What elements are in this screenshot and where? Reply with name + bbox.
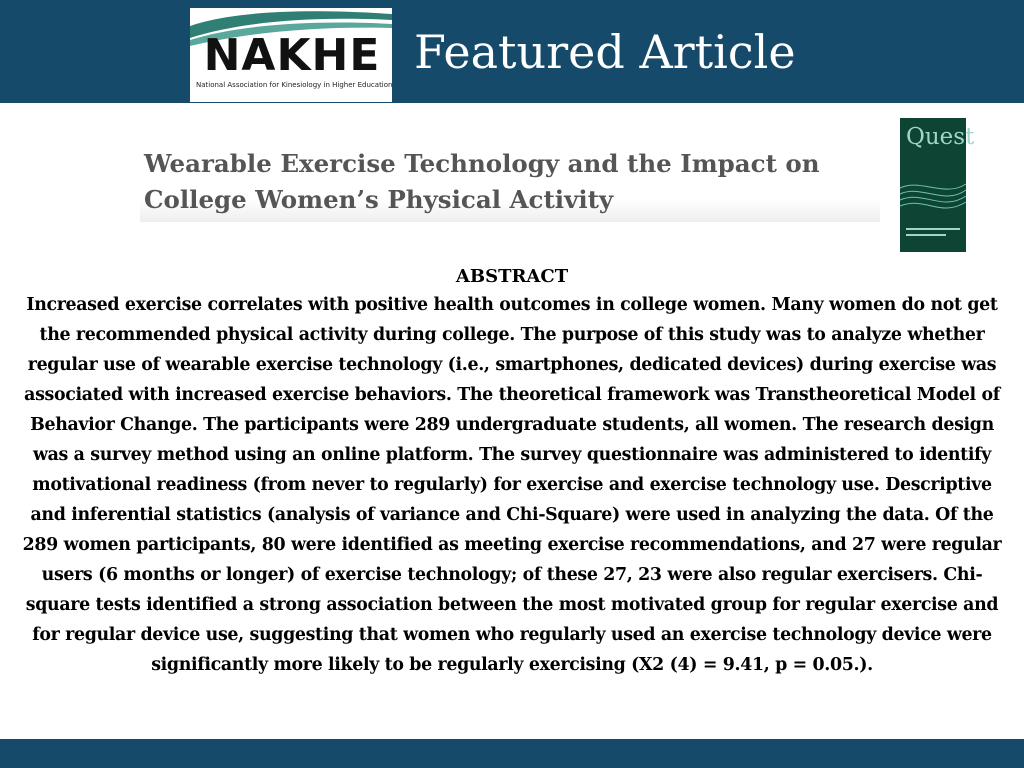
footer-banner bbox=[0, 739, 1024, 768]
page-title: Featured Article bbox=[414, 25, 796, 79]
journal-name: Quest bbox=[906, 124, 975, 150]
header-banner bbox=[0, 0, 1024, 103]
abstract-heading: ABSTRACT bbox=[455, 266, 569, 287]
abstract-body: Increased exercise correlates with positive health outcomes in college women. Many women do not get the recommended physical activity during college. The purpose of this study was to analyze whether regular use of wearable exercise technology (i.e., smartphones, dedicated devices) during exercise was associated with increased exercise behaviors. The theoretical framework was Transtheoretical Model of Behavior Change. The participants were 289 undergraduate students, all women. The research design was a survey method using an online platform. The survey questionnaire was administered to identify motivational readiness (from never to regularly) for exercise and exercise technology use. Descriptive and inferential statistics (analysis of variance and Chi-Square) were used in analyzing the data. Of the 289 women participants, 80 were identified as meeting exercise recommendations, and 27 were regular users (6 months or longer) of exercise technology; of these 27, 23 were also regular exercisers. Chi-square tests identified a strong association between the most motivated group for regular exercise and for regular device use, suggesting that women who regularly used an exercise technology device were significantly more likely to be regularly exercising (X2 (4) = 9.41, p = 0.05.). bbox=[22, 295, 1002, 675]
logo-wordmark: NAKHE bbox=[203, 30, 381, 81]
nakhe-logo bbox=[190, 8, 392, 102]
article-title-line2: College Women’s Physical Activity bbox=[144, 185, 614, 214]
logo-subtitle: National Association for Kinesiology in Higher Education bbox=[196, 81, 393, 89]
article-title-line1: Wearable Exercise Technology and the Impact on bbox=[144, 149, 820, 178]
article-title bbox=[140, 146, 880, 222]
journal-cover-image bbox=[900, 118, 975, 252]
abstract-section bbox=[22, 264, 1002, 680]
